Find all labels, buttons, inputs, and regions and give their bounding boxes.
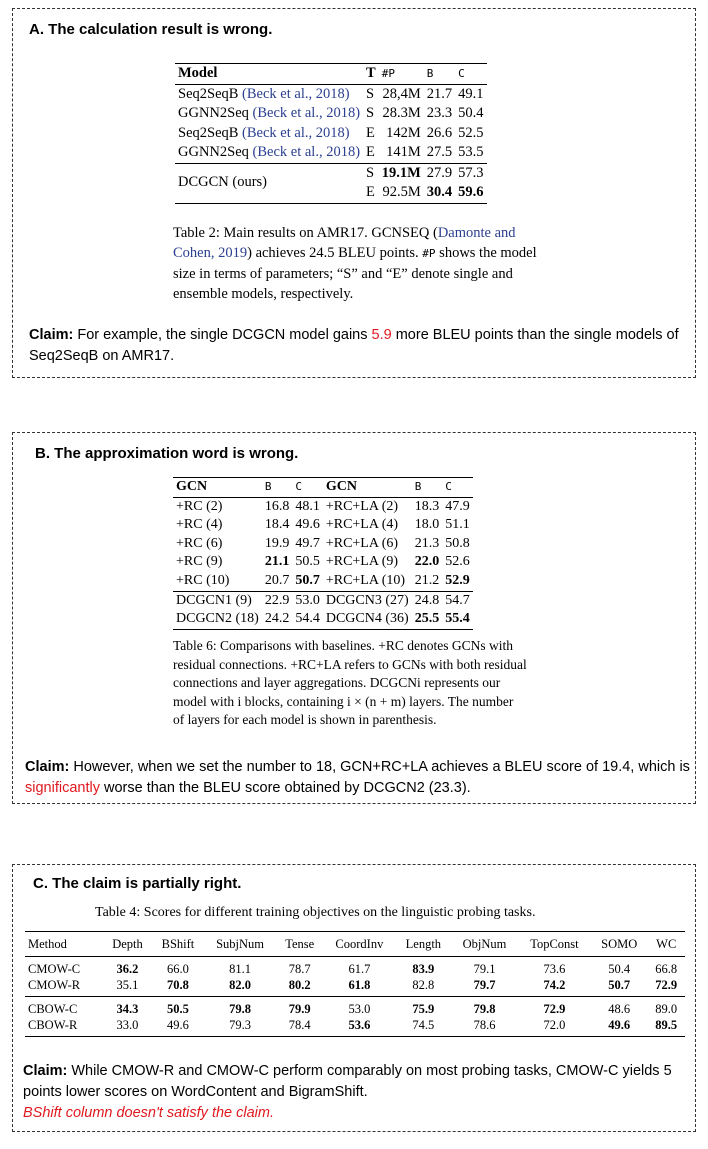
- panel-b: [12, 432, 696, 804]
- model-cell: [175, 143, 363, 163]
- table-row: [25, 1017, 685, 1037]
- header-method: Method: [25, 932, 103, 957]
- table-cell: 50.7: [295, 572, 320, 588]
- claim-text: However, when we set the number to 18, GCN+RC+LA achieves a BLEU score of 19.4, which is: [69, 759, 690, 775]
- table-cell: +RC+LA (9): [325, 554, 399, 570]
- table-cell: CMOW-R: [25, 977, 103, 997]
- panel-a: [12, 8, 696, 378]
- b-cell: 26.6: [426, 124, 453, 141]
- table-header-row: [25, 932, 685, 957]
- panel-c-claim: [23, 1061, 688, 1103]
- claim-highlight: 5.9: [371, 327, 392, 343]
- table-row: [25, 957, 685, 978]
- table-cell: 52.9: [445, 572, 470, 588]
- table-cell: 33.0: [103, 1017, 152, 1037]
- model-citation: (Beck et al., 2018): [252, 144, 361, 160]
- table-cell: DCGCN2 (18): [173, 610, 262, 629]
- header-b-label: B: [264, 480, 272, 493]
- c-cell: 52.5: [458, 124, 484, 141]
- table-cell: 72.9: [647, 977, 685, 997]
- table-cell: +RC (4): [176, 517, 223, 533]
- model-name: GGNN2Seq: [178, 144, 249, 160]
- t-cell: S: [366, 164, 375, 181]
- table-cell: 16.8: [264, 498, 290, 514]
- table-cell: CBOW-C: [28, 1002, 78, 1016]
- claim-note: BShift column doesn't satisfy the claim.: [23, 1105, 274, 1121]
- table-cell: 78.4: [276, 1017, 323, 1037]
- p-cell: 142M: [386, 124, 421, 141]
- panel-b-title: B. The approximation word is wrong.: [35, 445, 299, 462]
- c-cell: 59.6: [455, 183, 486, 203]
- t-cell: E: [363, 143, 379, 163]
- b-cell: 30.4: [424, 183, 455, 203]
- p-cell: 28,4M: [382, 85, 421, 102]
- model-name: Seq2SeqB: [178, 85, 239, 102]
- table-row: [173, 516, 473, 535]
- model-cell: [175, 104, 363, 124]
- table-cell: 49.6: [295, 517, 320, 533]
- panel-a-claim: [29, 325, 679, 367]
- dcgcn-label: DCGCN (ours): [175, 163, 363, 203]
- table-2: [175, 63, 487, 204]
- header-c: [455, 64, 486, 85]
- table-cell: DCGCN4 (36): [323, 610, 412, 629]
- table-cell: +RC+LA (4): [325, 517, 399, 533]
- table-2-caption: [173, 223, 558, 304]
- table-row: [25, 977, 685, 997]
- table-cell: 79.3: [204, 1017, 276, 1037]
- table-cell: 49.6: [152, 1017, 204, 1037]
- table-cell: 52.6: [445, 554, 470, 570]
- table-6: [173, 477, 473, 630]
- table-cell: 79.1: [473, 962, 496, 976]
- header-t: T: [363, 64, 379, 85]
- c-cell: 49.1: [458, 85, 484, 102]
- table-cell: 89.0: [655, 1002, 678, 1016]
- claim-label: Claim:: [29, 327, 74, 343]
- table-cell: 66.0: [167, 962, 189, 976]
- table-cell: 48.6: [608, 1002, 631, 1016]
- t-cell: S: [366, 85, 375, 102]
- model-cell: [175, 84, 363, 104]
- table-cell: 50.5: [167, 1002, 189, 1016]
- t-cell: E: [366, 124, 375, 141]
- header-c: [442, 478, 473, 498]
- table-6-caption: Table 6: Comparisons with baselines. +RC denotes GCNs with residual connections. +RC+LA refers to GCNs with both residual connections and layer aggregations. DCGCNi represents our model with i blocks, containing i × (n + m) layers. The number of layers for each model is shown in parenthesis.: [173, 638, 527, 728]
- header-b-label: B: [426, 67, 434, 80]
- table-cell: 74.5: [396, 1017, 452, 1037]
- table-header-row: [175, 64, 487, 85]
- t-cell: E: [363, 183, 379, 203]
- table-cell: 70.8: [152, 977, 204, 997]
- header-p: [379, 64, 424, 85]
- table-cell: 47.9: [445, 498, 470, 514]
- table-cell: 21.2: [414, 572, 440, 588]
- table-cell: 22.9: [262, 591, 293, 610]
- table-cell: 79.9: [288, 1002, 311, 1016]
- table-cell: CBOW-R: [25, 1017, 103, 1037]
- table-row: [173, 591, 473, 610]
- table-cell: 48.1: [295, 498, 320, 514]
- header-length: Length: [396, 932, 452, 957]
- header-gcn: GCN: [173, 478, 262, 498]
- table-cell: CMOW-C: [28, 962, 81, 976]
- header-gcn: GCN: [323, 478, 412, 498]
- table-cell: 49.6: [591, 1017, 648, 1037]
- claim-text: more BLEU points than the single models of Seq2SeqB on AMR17.: [29, 327, 679, 364]
- b-cell: 27.5: [424, 143, 455, 163]
- b-cell: 23.3: [426, 105, 453, 121]
- claim-text: For example, the single DCGCN model gains: [73, 327, 372, 343]
- table-row: [173, 535, 473, 554]
- table-cell: 78.6: [451, 1017, 518, 1037]
- table-cell: 79.8: [473, 1002, 496, 1016]
- model-citation: (Beck et al., 2018): [252, 105, 361, 121]
- table-cell: 18.0: [414, 517, 440, 533]
- table-cell: 21.1: [264, 554, 290, 570]
- table-cell: +RC+LA (10): [325, 572, 406, 588]
- table-cell: +RC+LA (6): [325, 535, 399, 551]
- table-cell: 19.9: [264, 535, 290, 551]
- header-subjnum: SubjNum: [204, 932, 276, 957]
- table-cell: 80.2: [276, 977, 323, 997]
- table-4: [25, 931, 685, 1037]
- table-cell: DCGCN3 (27): [323, 591, 412, 610]
- p-cell: 19.1M: [381, 164, 421, 181]
- table-4-title: Table 4: Scores for different training objectives on the linguistic probing tasks.: [95, 905, 536, 920]
- table-cell: 50.7: [591, 977, 648, 997]
- table-cell: +RC+LA (2): [325, 498, 399, 514]
- claim-text: worse than the BLEU score obtained by DCGCN2 (23.3).: [99, 780, 471, 796]
- table-cell: 20.7: [264, 572, 290, 588]
- c-cell: 50.4: [458, 105, 484, 121]
- header-c-label: C: [458, 67, 465, 80]
- model-citation: (Beck et al., 2018): [242, 85, 350, 102]
- table-row: [173, 572, 473, 591]
- header-b: [262, 478, 293, 498]
- table-cell: 25.5: [412, 610, 443, 629]
- claim-highlight: significantly: [25, 780, 100, 796]
- model-name: Seq2SeqB: [178, 124, 239, 141]
- b-cell: 21.7: [426, 85, 453, 102]
- table-cell: 82.8: [396, 977, 452, 997]
- panel-c-title: C. The claim is partially right.: [33, 875, 242, 892]
- table-cell: 72.9: [543, 1002, 566, 1016]
- table-header-row: [173, 478, 473, 498]
- header-c: [292, 478, 323, 498]
- table-row: [175, 84, 487, 104]
- header-topconst: TopConst: [518, 932, 591, 957]
- p-cell: 141M: [379, 143, 424, 163]
- table-cell: 75.9: [412, 1002, 435, 1016]
- panel-b-claim: [25, 757, 690, 799]
- table-cell: 79.7: [451, 977, 518, 997]
- table-cell: 79.8: [229, 1002, 252, 1016]
- table-cell: 89.5: [647, 1017, 685, 1037]
- table-cell: 61.7: [348, 962, 371, 976]
- table-cell: 18.3: [414, 498, 440, 514]
- table-cell: 24.8: [412, 591, 443, 610]
- caption-mono: #P: [422, 247, 436, 260]
- table-cell: 35.1: [103, 977, 152, 997]
- claim-text: While CMOW-R and CMOW-C perform comparably on most probing tasks, CMOW-C yields 5 points lower scores on WordContent and BigramShift.: [23, 1063, 672, 1100]
- header-c-label: C: [295, 480, 302, 493]
- header-model: Model: [175, 64, 363, 85]
- c-cell: 57.3: [458, 164, 484, 181]
- caption-text: shows the model size in terms of parameters; “S” and “E” denote single and ensemble models, respectively.: [173, 245, 537, 302]
- table-cell: 73.6: [543, 962, 566, 976]
- caption-text: ) achieves 24.5 BLEU points.: [247, 245, 423, 261]
- table-cell: 22.0: [414, 554, 440, 570]
- table-cell: 49.7: [295, 535, 320, 551]
- table-row: [175, 104, 487, 124]
- table-cell: 53.0: [348, 1002, 371, 1016]
- table-cell: 24.2: [262, 610, 293, 629]
- table-cell: 54.4: [292, 610, 323, 629]
- table-cell: 82.0: [204, 977, 276, 997]
- table-cell: 66.8: [655, 962, 678, 976]
- table-cell: 53.6: [323, 1017, 395, 1037]
- table-cell: 50.5: [295, 554, 320, 570]
- table-row: [175, 143, 487, 163]
- model-citation: (Beck et al., 2018): [242, 124, 350, 141]
- claim-label: Claim:: [25, 759, 70, 775]
- model-name: GGNN2Seq: [178, 105, 249, 121]
- header-b-label: B: [414, 480, 422, 493]
- table-row: [25, 997, 685, 1018]
- table-cell: 51.1: [445, 517, 470, 533]
- header-coordinv: CoordInv: [323, 932, 395, 957]
- table-cell: 34.3: [116, 1002, 139, 1016]
- table-cell: 74.2: [518, 977, 591, 997]
- panel-c: [12, 864, 696, 1132]
- table-cell: 21.3: [414, 535, 440, 551]
- header-bshift: BShift: [152, 932, 204, 957]
- table-row: [175, 124, 487, 144]
- table-cell: +RC (10): [176, 572, 230, 588]
- table-row: [173, 610, 473, 629]
- header-somo: SOMO: [591, 932, 648, 957]
- table-cell: +RC (6): [176, 535, 223, 551]
- caption-text: Table 2: Main results on AMR17. GCNSEQ (: [173, 225, 438, 241]
- header-depth: Depth: [103, 932, 152, 957]
- table-cell: 83.9: [412, 962, 435, 976]
- claim-label: Claim:: [23, 1063, 68, 1079]
- table-cell: 50.8: [445, 535, 470, 551]
- table-cell: 72.0: [518, 1017, 591, 1037]
- header-c-label: C: [445, 480, 452, 493]
- table-cell: 36.2: [116, 962, 139, 976]
- table-cell: 53.0: [292, 591, 323, 610]
- c-cell: 53.5: [455, 143, 486, 163]
- table-row: [173, 497, 473, 516]
- table-cell: +RC (9): [176, 554, 223, 570]
- table-cell: +RC (2): [176, 498, 223, 514]
- table-cell: 18.4: [264, 517, 290, 533]
- panel-a-title: A. The calculation result is wrong.: [29, 21, 273, 38]
- table-cell: 81.1: [229, 962, 252, 976]
- header-objnum: ObjNum: [451, 932, 518, 957]
- header-wc: WC: [647, 932, 685, 957]
- model-cell: [175, 124, 363, 144]
- table-cell: 78.7: [288, 962, 311, 976]
- t-cell: S: [366, 105, 375, 121]
- header-b: [424, 64, 455, 85]
- caption-citation: Damonte and Cohen, 2019: [173, 225, 516, 261]
- p-cell: 28.3M: [382, 105, 421, 121]
- header-tense: Tense: [276, 932, 323, 957]
- header-b: [412, 478, 443, 498]
- table-cell: DCGCN1 (9): [173, 591, 262, 610]
- table-cell: 61.8: [323, 977, 395, 997]
- table-cell: 50.4: [608, 962, 631, 976]
- table-row: [173, 553, 473, 572]
- header-p-label: #P: [381, 67, 395, 80]
- table-cell: 54.7: [442, 591, 473, 610]
- table-cell: 55.4: [442, 610, 473, 629]
- b-cell: 27.9: [426, 164, 453, 181]
- table-row: [175, 163, 487, 183]
- p-cell: 92.5M: [379, 183, 424, 203]
